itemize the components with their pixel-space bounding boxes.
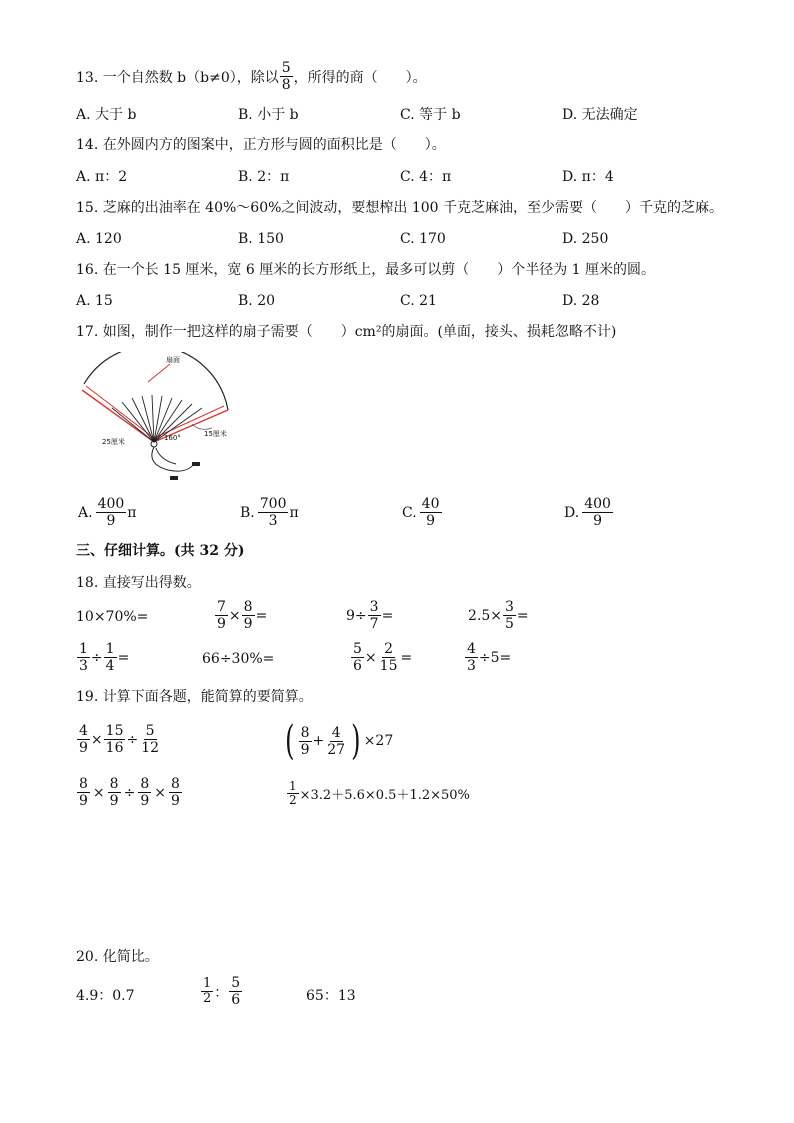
equals: =: [381, 607, 394, 624]
q16-option-c[interactable]: C. 21: [400, 293, 437, 309]
equals: =: [255, 607, 268, 624]
fraction: [169, 776, 182, 809]
denominator: 9: [217, 616, 226, 632]
fraction: [351, 641, 364, 674]
fraction: [77, 641, 90, 674]
denominator: 5: [505, 616, 514, 632]
q16-stem: 16. 在一个长 15 厘米，宽 6 厘米的长方形纸上，最多可以剪（ ）个半径为 1 厘米的圆。: [76, 262, 656, 278]
numerator: 700: [259, 496, 287, 512]
q18-expr-5: [76, 641, 129, 674]
equals: =: [400, 649, 413, 666]
q20-title: 20. 化简比。: [76, 949, 159, 965]
q17-option-c-fraction: [420, 496, 442, 529]
fraction: [229, 975, 242, 1008]
q17-option-b[interactable]: [238, 496, 299, 529]
denominator: 3: [79, 658, 88, 674]
numerator: 1: [203, 976, 212, 991]
q16-option-d[interactable]: D. 28: [562, 293, 600, 309]
q17-option-a[interactable]: [76, 496, 137, 529]
fraction: [287, 780, 299, 807]
denominator: 9: [140, 793, 150, 809]
q19-expr-1: [76, 723, 162, 756]
q17-stem: 17. 如图，制作一把这样的扇子需要（ ）cm²的扇面。(单面，接头、损耗忽略不计): [76, 324, 617, 340]
q17-option-d-letter: D.: [564, 504, 580, 521]
q18-expr-2: [214, 599, 267, 632]
numerator: 1: [105, 641, 115, 657]
q16-option-b[interactable]: B. 20: [238, 293, 276, 309]
numerator: 8: [109, 776, 119, 792]
q20-expr-3-text: 65：13: [306, 988, 356, 1004]
fraction: [299, 725, 312, 758]
numerator: 4: [79, 723, 88, 739]
fan-angle-label: 160°: [164, 434, 181, 442]
denominator: 9: [426, 513, 436, 529]
denominator: 9: [593, 513, 603, 529]
q17-option-a-letter: A.: [78, 504, 93, 521]
q14-option-a[interactable]: A. π：2: [76, 169, 128, 185]
denominator: 12: [141, 740, 160, 756]
denominator: 9: [300, 741, 310, 758]
denominator: 16: [105, 740, 124, 756]
q13-option-a[interactable]: A. 大于 b: [76, 107, 137, 123]
denominator: 2: [289, 793, 297, 807]
q17-option-d[interactable]: [562, 496, 614, 529]
tail: ×27: [363, 733, 394, 749]
q17-option-d-fraction: [582, 496, 613, 529]
denominator: 6: [231, 992, 241, 1008]
tail: ×3.2＋5.6×0.5＋1.2×50%: [299, 788, 470, 803]
q16-option-a[interactable]: A. 15: [76, 293, 113, 309]
q17-option-b-letter: B.: [240, 504, 255, 521]
q13-prefix: 13. 一个自然数 b（b≠0），除以: [76, 69, 279, 86]
fraction: [368, 599, 381, 632]
equals: =: [117, 649, 130, 666]
fraction: [325, 725, 347, 758]
numerator: 5: [353, 641, 362, 657]
numerator: 40: [421, 496, 440, 512]
denominator: 9: [109, 793, 119, 809]
q17-option-b-pi: π: [289, 504, 299, 521]
lead: 9÷: [346, 607, 367, 624]
numerator: 1: [79, 641, 88, 657]
q18-title: 18. 直接写出得数。: [76, 575, 201, 591]
denominator: 27: [327, 741, 346, 758]
numerator: 4: [467, 641, 476, 657]
fraction: [465, 641, 478, 674]
fraction: [242, 599, 255, 632]
q14-option-b[interactable]: B. 2：π: [238, 169, 290, 185]
q15-option-c[interactable]: C. 170: [400, 231, 446, 247]
operator: ÷: [90, 649, 103, 666]
q15-stem: 15. 芝麻的出油率在 40%～60%之间波动，要想榨出 100 千克芝麻油，至少需要（ ）千克的芝麻。: [76, 200, 724, 216]
q13-suffix: ，所得的商（ ）。: [293, 69, 427, 86]
fraction: [104, 723, 126, 756]
fan-right-label: 15厘米: [204, 430, 227, 438]
numerator: 5: [145, 723, 155, 739]
denominator: 6: [353, 658, 362, 674]
denominator: 9: [79, 793, 88, 809]
numerator: 15: [105, 723, 124, 739]
q18-expr-6: [202, 651, 274, 667]
operator: ×: [154, 784, 166, 801]
q13-option-c[interactable]: C. 等于 b: [400, 107, 461, 123]
q13-stem: [76, 60, 427, 93]
denominator: 7: [369, 616, 379, 632]
denominator: 15: [379, 658, 398, 674]
q20-expr-2: [200, 975, 243, 1008]
operator: +: [312, 733, 325, 749]
numerator: 400: [97, 496, 125, 512]
right-paren: ): [351, 718, 361, 764]
q19-expr-4: [286, 780, 470, 807]
numerator: 8: [79, 776, 88, 792]
fan-left-label: 25厘米: [102, 438, 125, 446]
operator: ×: [92, 784, 105, 801]
numerator: 8: [170, 776, 180, 792]
numerator: 8: [243, 599, 253, 615]
fraction: [378, 641, 400, 674]
fraction: [104, 641, 117, 674]
section-3-heading: 三、仔细计算。(共 32 分): [76, 543, 245, 559]
operator: ÷: [126, 731, 139, 748]
fan-face-label: 扇面: [166, 356, 180, 364]
operator: ×: [90, 731, 103, 748]
fan-figure: [76, 352, 236, 492]
operator: ×: [228, 607, 241, 624]
q19-expr-2: [282, 718, 394, 764]
denominator: 9: [170, 793, 180, 809]
q14-option-d[interactable]: D. π：4: [562, 169, 614, 185]
numerator: 3: [505, 599, 514, 615]
numerator: 400: [584, 496, 611, 512]
fan-tassel-2: [170, 476, 178, 480]
fan-ribs: [112, 395, 202, 442]
fan-face-leader: [148, 364, 170, 382]
q13-frac-numerator: 5: [281, 60, 291, 76]
q20-expr-1-text: 4.9：0.7: [76, 988, 135, 1004]
q19-expr-3: [76, 776, 183, 809]
operator: ×: [364, 649, 377, 666]
q18-expr-4: [468, 599, 529, 632]
q13-frac-denominator: 8: [281, 77, 291, 93]
tail: ÷5=: [478, 649, 512, 666]
left-paren: (: [285, 718, 295, 764]
fraction: [108, 776, 121, 809]
operator: ÷: [123, 784, 136, 801]
q18-expr-1: [76, 609, 148, 625]
equals: =: [516, 607, 529, 624]
q18-expr-6-text: 66÷30%=: [202, 651, 275, 667]
fraction: [503, 599, 516, 632]
fraction: [77, 723, 90, 756]
denominator: 2: [203, 991, 212, 1006]
numerator: 5: [231, 975, 241, 991]
fan-cord-2: [156, 448, 176, 464]
denominator: 9: [106, 513, 116, 529]
fraction: [215, 599, 228, 632]
q20-expr-1: [76, 985, 135, 1005]
q18-expr-8: [464, 641, 511, 674]
q14-option-c[interactable]: C. 4：π: [400, 169, 452, 185]
numerator: 8: [300, 724, 310, 741]
q18-expr-7: [350, 641, 412, 674]
q13-option-b[interactable]: B. 小于 b: [238, 107, 299, 123]
fan-cord: [152, 447, 194, 471]
q15-option-d[interactable]: D. 250: [562, 231, 609, 247]
denominator: 3: [467, 658, 476, 674]
q17-option-c-letter: C.: [402, 504, 417, 521]
fraction: [139, 723, 161, 756]
denominator: 9: [243, 616, 253, 632]
denominator: 9: [79, 740, 88, 756]
denominator: 3: [268, 513, 278, 529]
q14-stem: 14. 在外圆内方的图案中，正方形与圆的面积比是（ ）。: [76, 137, 446, 153]
q17-option-a-pi: π: [127, 504, 137, 521]
numerator: 3: [369, 599, 379, 615]
fan-tassel: [192, 462, 200, 466]
fraction: [201, 977, 213, 1006]
q15-option-b[interactable]: B. 150: [238, 231, 284, 247]
q20-expr-3: [306, 985, 356, 1005]
operator: ：: [214, 984, 229, 1001]
q17-option-c[interactable]: [400, 496, 443, 529]
q15-option-a[interactable]: A. 120: [76, 231, 122, 247]
q17-option-a-fraction: [96, 496, 127, 529]
q18-expr-3: [346, 599, 393, 632]
fraction: [138, 776, 151, 809]
numerator: 8: [140, 776, 150, 792]
q19-title: 19. 计算下面各题，能简算的要简算。: [76, 689, 313, 705]
fraction: [77, 776, 90, 809]
numerator: 7: [217, 599, 226, 615]
q17-option-b-fraction: [258, 496, 289, 529]
q13-fraction: [280, 60, 293, 93]
denominator: 4: [105, 658, 115, 674]
numerator: 4: [331, 724, 341, 741]
numerator: 1: [289, 779, 297, 793]
q13-option-d[interactable]: D. 无法确定: [562, 107, 638, 123]
q18-expr-1-text: 10×70%=: [76, 609, 149, 625]
numerator: 2: [384, 641, 394, 657]
lead: 2.5×: [468, 607, 502, 624]
